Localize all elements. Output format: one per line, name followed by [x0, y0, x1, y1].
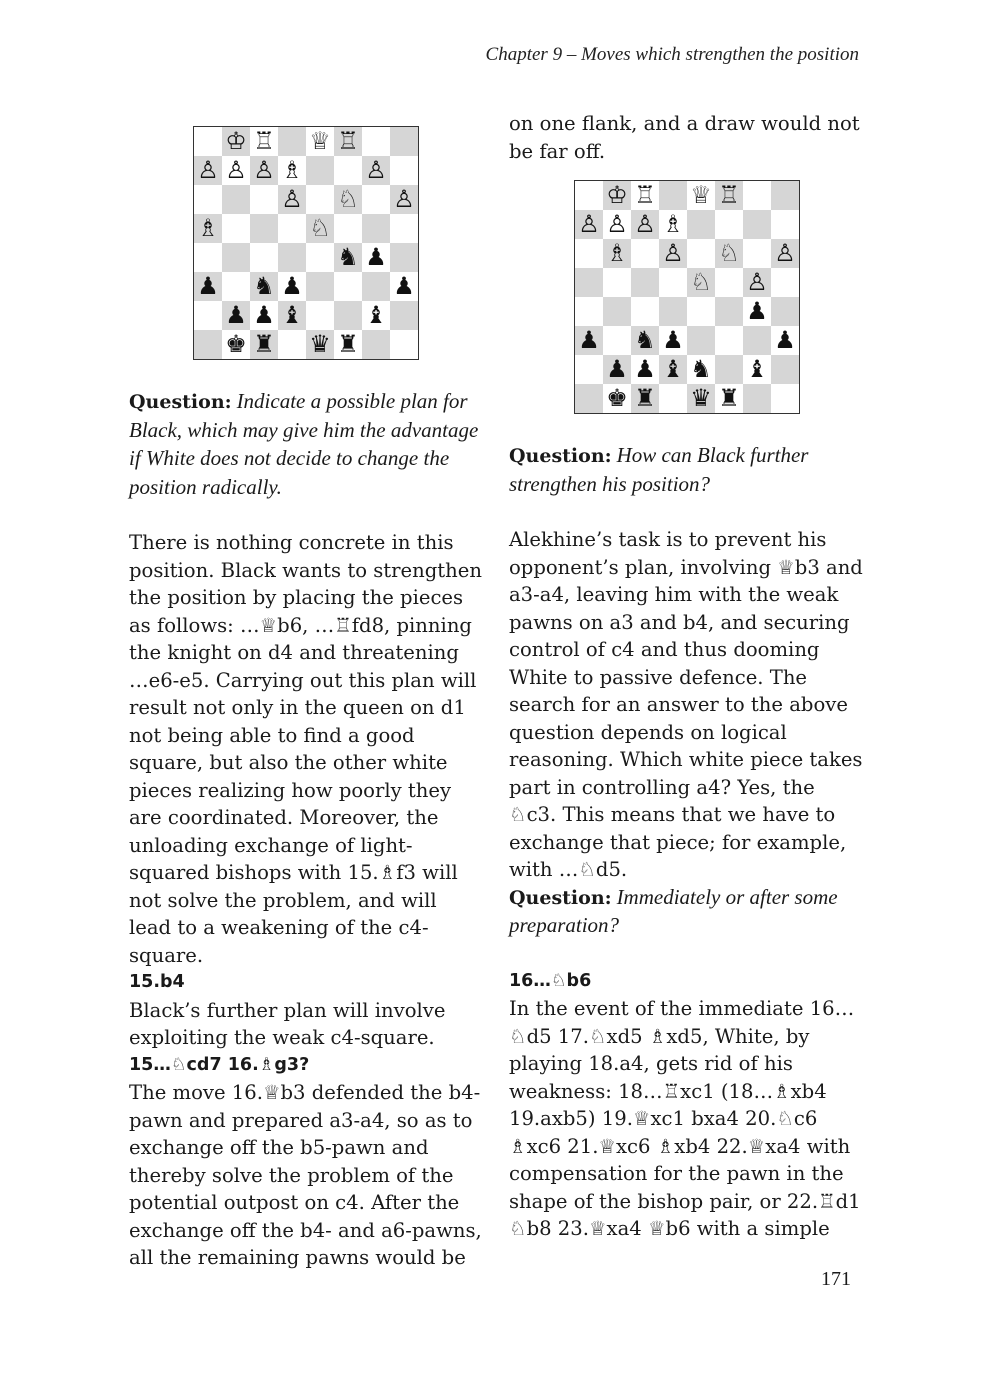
board-square [771, 297, 799, 326]
chess-piece: ♜ [337, 330, 359, 358]
board-square [390, 156, 418, 185]
board-square [771, 384, 799, 413]
board-square [362, 127, 390, 156]
board-square [575, 384, 603, 413]
question-2 [509, 442, 864, 499]
board-square [575, 355, 603, 384]
board-square [631, 268, 659, 297]
board-square [687, 297, 715, 326]
paragraph: on one flank, and a draw would not be far off. [509, 112, 860, 163]
chess-piece: ♜ [253, 330, 275, 358]
question-text: Indicate a possible plan for Black, which may give him the advantage if White does not decide to change the position radically. [129, 389, 479, 499]
board-square [687, 210, 715, 239]
chess-piece: ♙ [662, 239, 684, 267]
chess-piece: ♞ [690, 355, 712, 383]
chess-piece: ♟ [365, 243, 387, 271]
chess-piece: ♟ [774, 326, 796, 354]
left-column [129, 110, 484, 1272]
question-label: Question: [129, 391, 232, 413]
chess-piece: ♙ [606, 210, 628, 238]
question-label: Question: [509, 886, 612, 909]
chess-piece: ♔ [225, 127, 247, 155]
board-square [390, 243, 418, 272]
board-square [278, 214, 306, 243]
chess-piece: ♟ [746, 297, 768, 325]
paragraph: In the event of the immediate 16…♘d5 17.♘xd5 ♗xd5, White, by playing 18.a4, gets rid of his weakness: 18…♖xc1 (18…♗xb4 19.axb5) 19.♕xc1 bxa4 20.♘c6 ♗xc6 21.♕xc6 ♗xb4 22.♕xa4 with compensation for the pawn in the shape of the bishop pair, or 22.♖d1 ♘b8 23.♕xa4 ♕b6 with a simple [509, 997, 861, 1240]
chess-piece: ♚ [225, 330, 247, 358]
chess-piece: ♟ [606, 355, 628, 383]
chess-piece: ♔ [606, 181, 628, 209]
board-square [631, 297, 659, 326]
chess-piece: ♘ [718, 239, 740, 267]
question-1 [129, 388, 484, 502]
chess-piece: ♗ [662, 210, 684, 238]
question-text: How can Black further strengthen his position? [509, 443, 809, 496]
board-square [334, 301, 362, 330]
chess-piece: ♜ [634, 384, 656, 412]
board-square [390, 127, 418, 156]
board-square [194, 301, 222, 330]
board-square [334, 214, 362, 243]
chess-piece: ♞ [337, 243, 359, 271]
board-square [278, 330, 306, 359]
board-square [306, 243, 334, 272]
board-square [362, 330, 390, 359]
chess-piece: ♙ [634, 210, 656, 238]
board-square [715, 355, 743, 384]
chess-piece: ♖ [634, 181, 656, 209]
running-header: Chapter 9 – Moves which strengthen the position [485, 44, 859, 65]
board-square [306, 301, 334, 330]
board-square [334, 272, 362, 301]
board-square [743, 181, 771, 210]
board-square [743, 210, 771, 239]
board-square [278, 127, 306, 156]
question-3 [509, 884, 864, 941]
board-square [715, 268, 743, 297]
board-square [659, 384, 687, 413]
board-square [362, 214, 390, 243]
chess-piece: ♘ [690, 268, 712, 296]
chess-piece: ♟ [281, 272, 303, 300]
board-square [659, 181, 687, 210]
board-square [334, 156, 362, 185]
board-square [659, 268, 687, 297]
chess-piece: ♟ [225, 301, 247, 329]
chess-piece: ♘ [337, 185, 359, 213]
board-square [771, 181, 799, 210]
board-square [659, 297, 687, 326]
chess-piece: ♙ [746, 268, 768, 296]
board-square [575, 268, 603, 297]
chess-piece: ♞ [253, 272, 275, 300]
chess-piece: ♞ [634, 326, 656, 354]
board-square [390, 214, 418, 243]
chess-piece: ♟ [197, 272, 219, 300]
paragraph: The move 16.♕b3 defended the b4-pawn and prepared a3-a4, so as to exchange off the b5-pawn and thereby solve the problem of the potential outpost on c4. After the exchange off the b4- and a6-pawns, all the remaining pawns would be [129, 1081, 482, 1269]
chess-piece: ♙ [253, 156, 275, 184]
board-square [687, 326, 715, 355]
paragraph: Alekhine’s task is to prevent his opponent’s plan, involving ♕b3 and a3-a4, leaving him with the weak pawns on a3 and b4, and securing control of c4 and thus dooming White to passive defence. The search for an answer to the above question depends on logical reasoning. Which white piece takes part in controlling a4? Yes, the ♘c3. This means that we have to exchange that piece; for example, with …♘d5. [509, 528, 863, 881]
board-square [603, 268, 631, 297]
chess-piece: ♙ [774, 239, 796, 267]
board-square [575, 297, 603, 326]
chess-piece: ♙ [225, 156, 247, 184]
board-square [250, 214, 278, 243]
move-heading: 15…♘cd7 16.♗g3? [129, 1054, 310, 1075]
chess-piece: ♝ [365, 301, 387, 329]
chess-piece: ♟ [578, 326, 600, 354]
move-heading: 16…♘b6 [509, 970, 592, 991]
right-column [509, 110, 864, 1243]
board-square [631, 239, 659, 268]
question-text: Immediately or after some preparation? [509, 884, 838, 937]
page-number: 171 [821, 1268, 851, 1290]
question-label: Question: [509, 445, 612, 467]
chess-piece: ♜ [718, 384, 740, 412]
chess-piece: ♚ [606, 384, 628, 412]
board-square [771, 355, 799, 384]
chess-piece: ♟ [634, 355, 656, 383]
board-square [306, 272, 334, 301]
board-square [603, 297, 631, 326]
board-square [250, 243, 278, 272]
board-square [575, 239, 603, 268]
board-square [743, 239, 771, 268]
board-square [743, 326, 771, 355]
board-square [771, 210, 799, 239]
chess-piece: ♙ [281, 185, 303, 213]
chess-piece: ♗ [281, 156, 303, 184]
paragraph: There is nothing concrete in this position. Black wants to strengthen the position by placing the pieces as follows: …♕b6, …♖fd8, pinning the knight on d4 and threatening …e6-e5. Carrying out this plan will result not only in the queen on d1 not being able to find a good square, but also the other white pieces realizing how poorly they are coordinated. Moreover, the unloading exchange of light-squared bishops with 15.♗f3 will not solve the problem, and will lead to a weakening of the c4-square. [129, 531, 482, 967]
chess-piece: ♙ [197, 156, 219, 184]
chess-piece: ♝ [281, 301, 303, 329]
chess-piece: ♙ [393, 185, 415, 213]
board-square [715, 297, 743, 326]
chess-piece: ♖ [337, 127, 359, 155]
chess-diagram-1 [193, 126, 419, 360]
board-square [743, 384, 771, 413]
chess-piece: ♟ [662, 326, 684, 354]
board-square [222, 243, 250, 272]
board-square [222, 272, 250, 301]
board-square [362, 272, 390, 301]
chess-piece: ♙ [365, 156, 387, 184]
board-square [390, 301, 418, 330]
board-square [306, 185, 334, 214]
chess-piece: ♛ [690, 384, 712, 412]
chess-piece: ♖ [718, 181, 740, 209]
board-square [715, 326, 743, 355]
board-square [222, 214, 250, 243]
chess-piece: ♙ [578, 210, 600, 238]
move-heading: 15.b4 [129, 972, 185, 992]
chessboard [574, 180, 800, 414]
paragraph: Black’s further plan will involve exploiting the weak c4-square. [129, 998, 446, 1049]
chess-piece: ♘ [309, 214, 331, 242]
chess-piece: ♖ [253, 127, 275, 155]
board-square [603, 326, 631, 355]
board-square [715, 210, 743, 239]
chess-piece: ♛ [309, 330, 331, 358]
chess-piece: ♟ [253, 301, 275, 329]
chessboard [193, 126, 419, 360]
chess-piece: ♕ [690, 181, 712, 209]
board-square [390, 330, 418, 359]
board-square [194, 127, 222, 156]
chess-piece: ♝ [746, 355, 768, 383]
chess-piece: ♗ [197, 214, 219, 242]
chess-piece: ♗ [606, 239, 628, 267]
board-square [306, 156, 334, 185]
board-square [194, 330, 222, 359]
board-square [771, 268, 799, 297]
chess-diagram-2 [574, 180, 800, 414]
chess-piece: ♟ [393, 272, 415, 300]
board-square [250, 185, 278, 214]
board-square [687, 239, 715, 268]
chess-piece: ♕ [309, 127, 331, 155]
board-square [222, 185, 250, 214]
board-square [575, 181, 603, 210]
board-square [278, 243, 306, 272]
board-square [194, 185, 222, 214]
board-square [362, 185, 390, 214]
chess-piece: ♝ [662, 355, 684, 383]
board-square [194, 243, 222, 272]
